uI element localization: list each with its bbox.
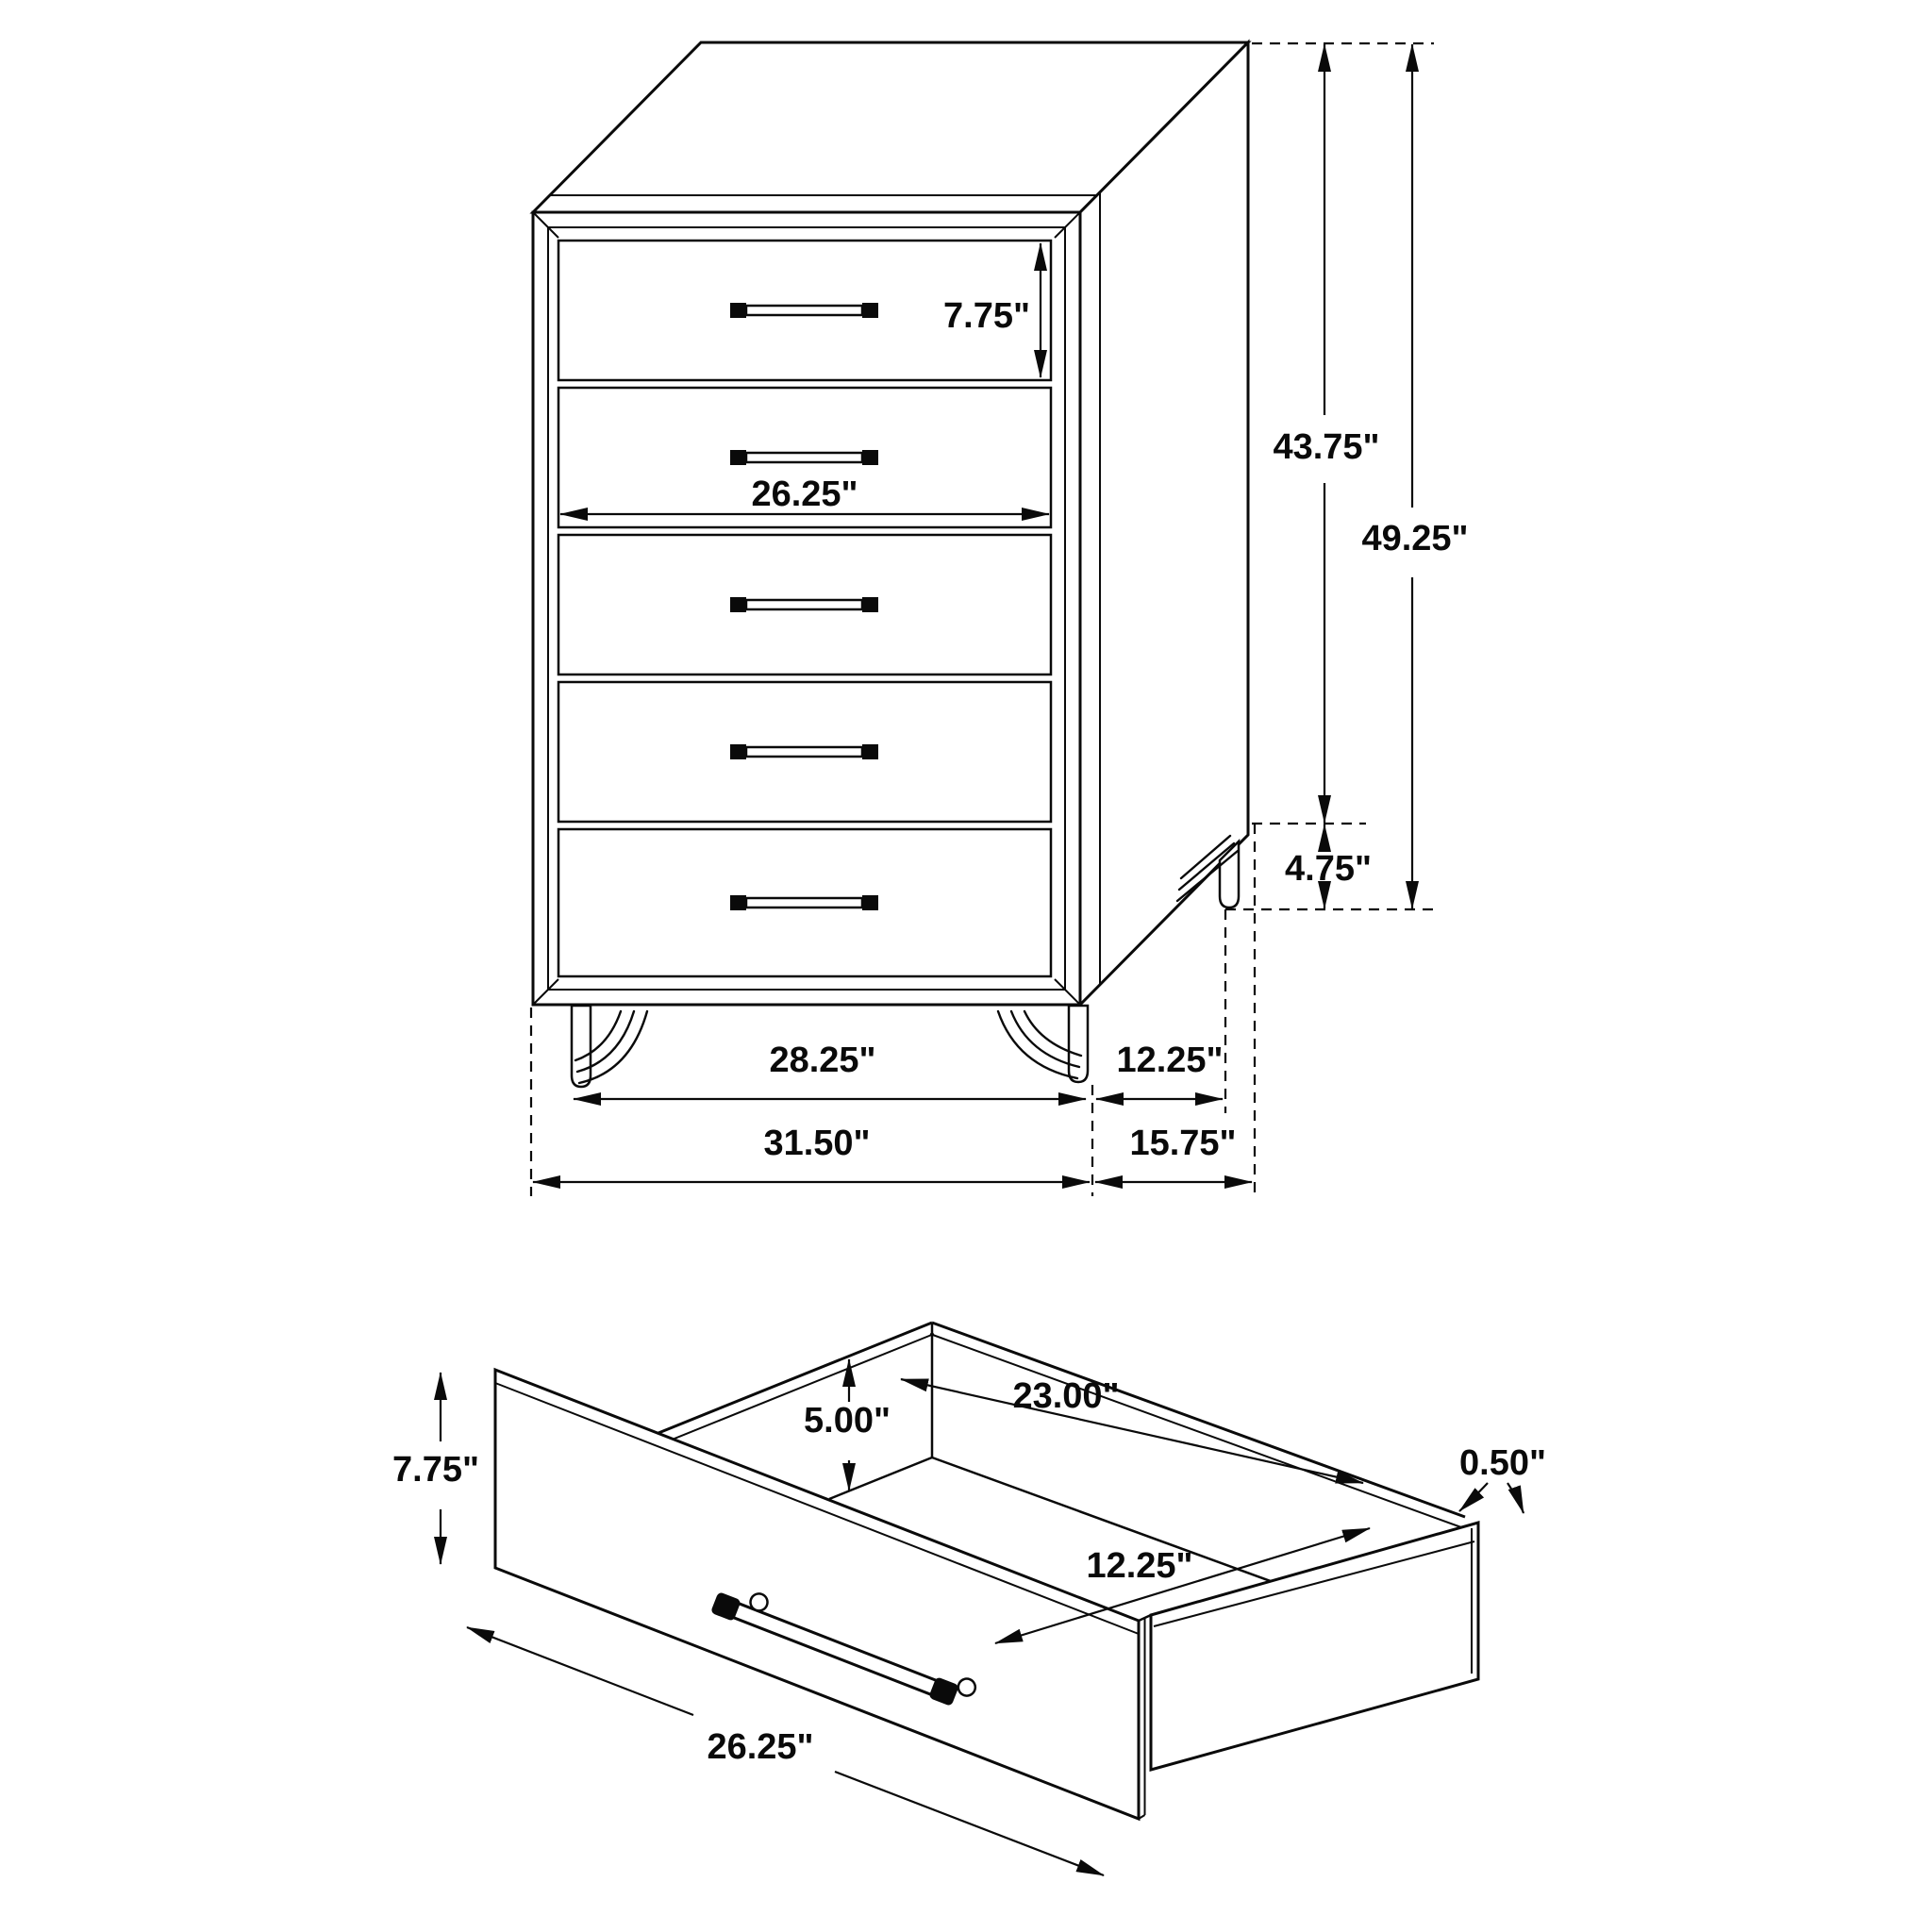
dim-inner-height-label: 5.00" <box>804 1401 891 1441</box>
dim-overall-height-label: 49.25" <box>1361 519 1469 558</box>
dim-drawer-width-label: 26.25" <box>751 475 858 514</box>
back-top-edge-inner <box>930 1334 1461 1527</box>
dim-overall-depth-label: 15.75" <box>1129 1124 1237 1163</box>
left-side-top-edge <box>658 1323 932 1433</box>
handle-5 <box>730 895 878 910</box>
dim-heights <box>1225 43 1469 909</box>
handle-2 <box>730 450 878 465</box>
dim-panel-thickness <box>1459 1443 1546 1513</box>
left-side-top-edge-inner <box>660 1334 934 1444</box>
dim-inner-length <box>901 1376 1363 1483</box>
dim-front-height-label: 7.75" <box>392 1450 479 1490</box>
handle-1 <box>730 303 878 318</box>
dim-side-leg-span-label: 12.25" <box>1116 1041 1224 1080</box>
dim-inner-length-label: 23.00" <box>1012 1376 1120 1416</box>
dim-drawer-height-label: 7.75" <box>943 296 1030 336</box>
dim-overall-width-label: 31.50" <box>763 1124 871 1163</box>
dim-front-width-label: 26.25" <box>707 1727 814 1767</box>
front-left-leg <box>572 1006 591 1087</box>
front-right-leg <box>1069 1006 1088 1082</box>
drawer-right-side-panel <box>1151 1523 1478 1770</box>
dim-front-height <box>392 1373 479 1564</box>
dim-inner-depth-label: 12.25" <box>1086 1546 1193 1586</box>
dim-case-height-label: 43.75" <box>1273 427 1380 467</box>
handle-3 <box>730 597 878 612</box>
handle-4 <box>730 744 878 759</box>
dim-leg-height-label: 4.75" <box>1285 849 1372 889</box>
chest-diagram <box>531 42 1469 1196</box>
drawer-diagram <box>392 1323 1546 1875</box>
dim-front-leg-span-label: 28.25" <box>769 1041 876 1080</box>
front-panel-thickness-strip <box>1139 1615 1151 1819</box>
interior-bottom-left-edge <box>829 1457 932 1499</box>
dim-inner-height <box>804 1359 891 1491</box>
dim-panel-thickness-label: 0.50" <box>1459 1443 1546 1483</box>
